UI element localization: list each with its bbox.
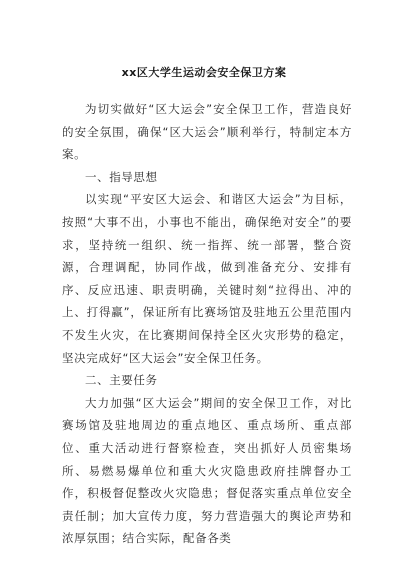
document-body <box>62 98 352 550</box>
guiding-ideology-paragraph: 以实现“平安区大运会、和谐区大运会”为目标，按照“大事不出，小事也不能出，确保绝对安全”的要求，坚持统一组织、统一指挥、统一部署，整合资源，合理调配，协同作战，做到准备充分、安排有序、反应迅速、职责明确，关键时刻“拉得出、冲的上、打得赢”，保证所有比赛场馆及驻地五公里范围内不发生火灾，在比赛期间保持全区火灾形势的稳定，坚决完成好“区大运会”安全保卫任务。 <box>62 192 352 365</box>
section-heading-guiding-ideology: 一、指导思想 <box>85 169 158 184</box>
section-heading-main-tasks: 二、主要任务 <box>85 373 158 388</box>
main-tasks-paragraph: 大力加强“区大运会”期间的安全保卫工作，对比赛场馆及驻地周边的重点地区、重点场所、重点部位、重大活动进行督察检查，突出抓好人员密集场所、易燃易爆单位和重大火灾隐患政府挂牌督办工作，积极督促整改火灾隐患；督促落实重点单位安全责任制；加大宣传力度，努力营造强大的舆论声势和浓厚氛围；结合实际，配备各类 <box>62 395 352 546</box>
document-title: xx区大学生运动会安全保卫方案 <box>121 66 287 79</box>
intro-paragraph: 为切实做好“区大运会”安全保卫工作，营造良好的安全氛围，确保“区大运会”顺利举行，特制定本方案。 <box>62 102 352 162</box>
